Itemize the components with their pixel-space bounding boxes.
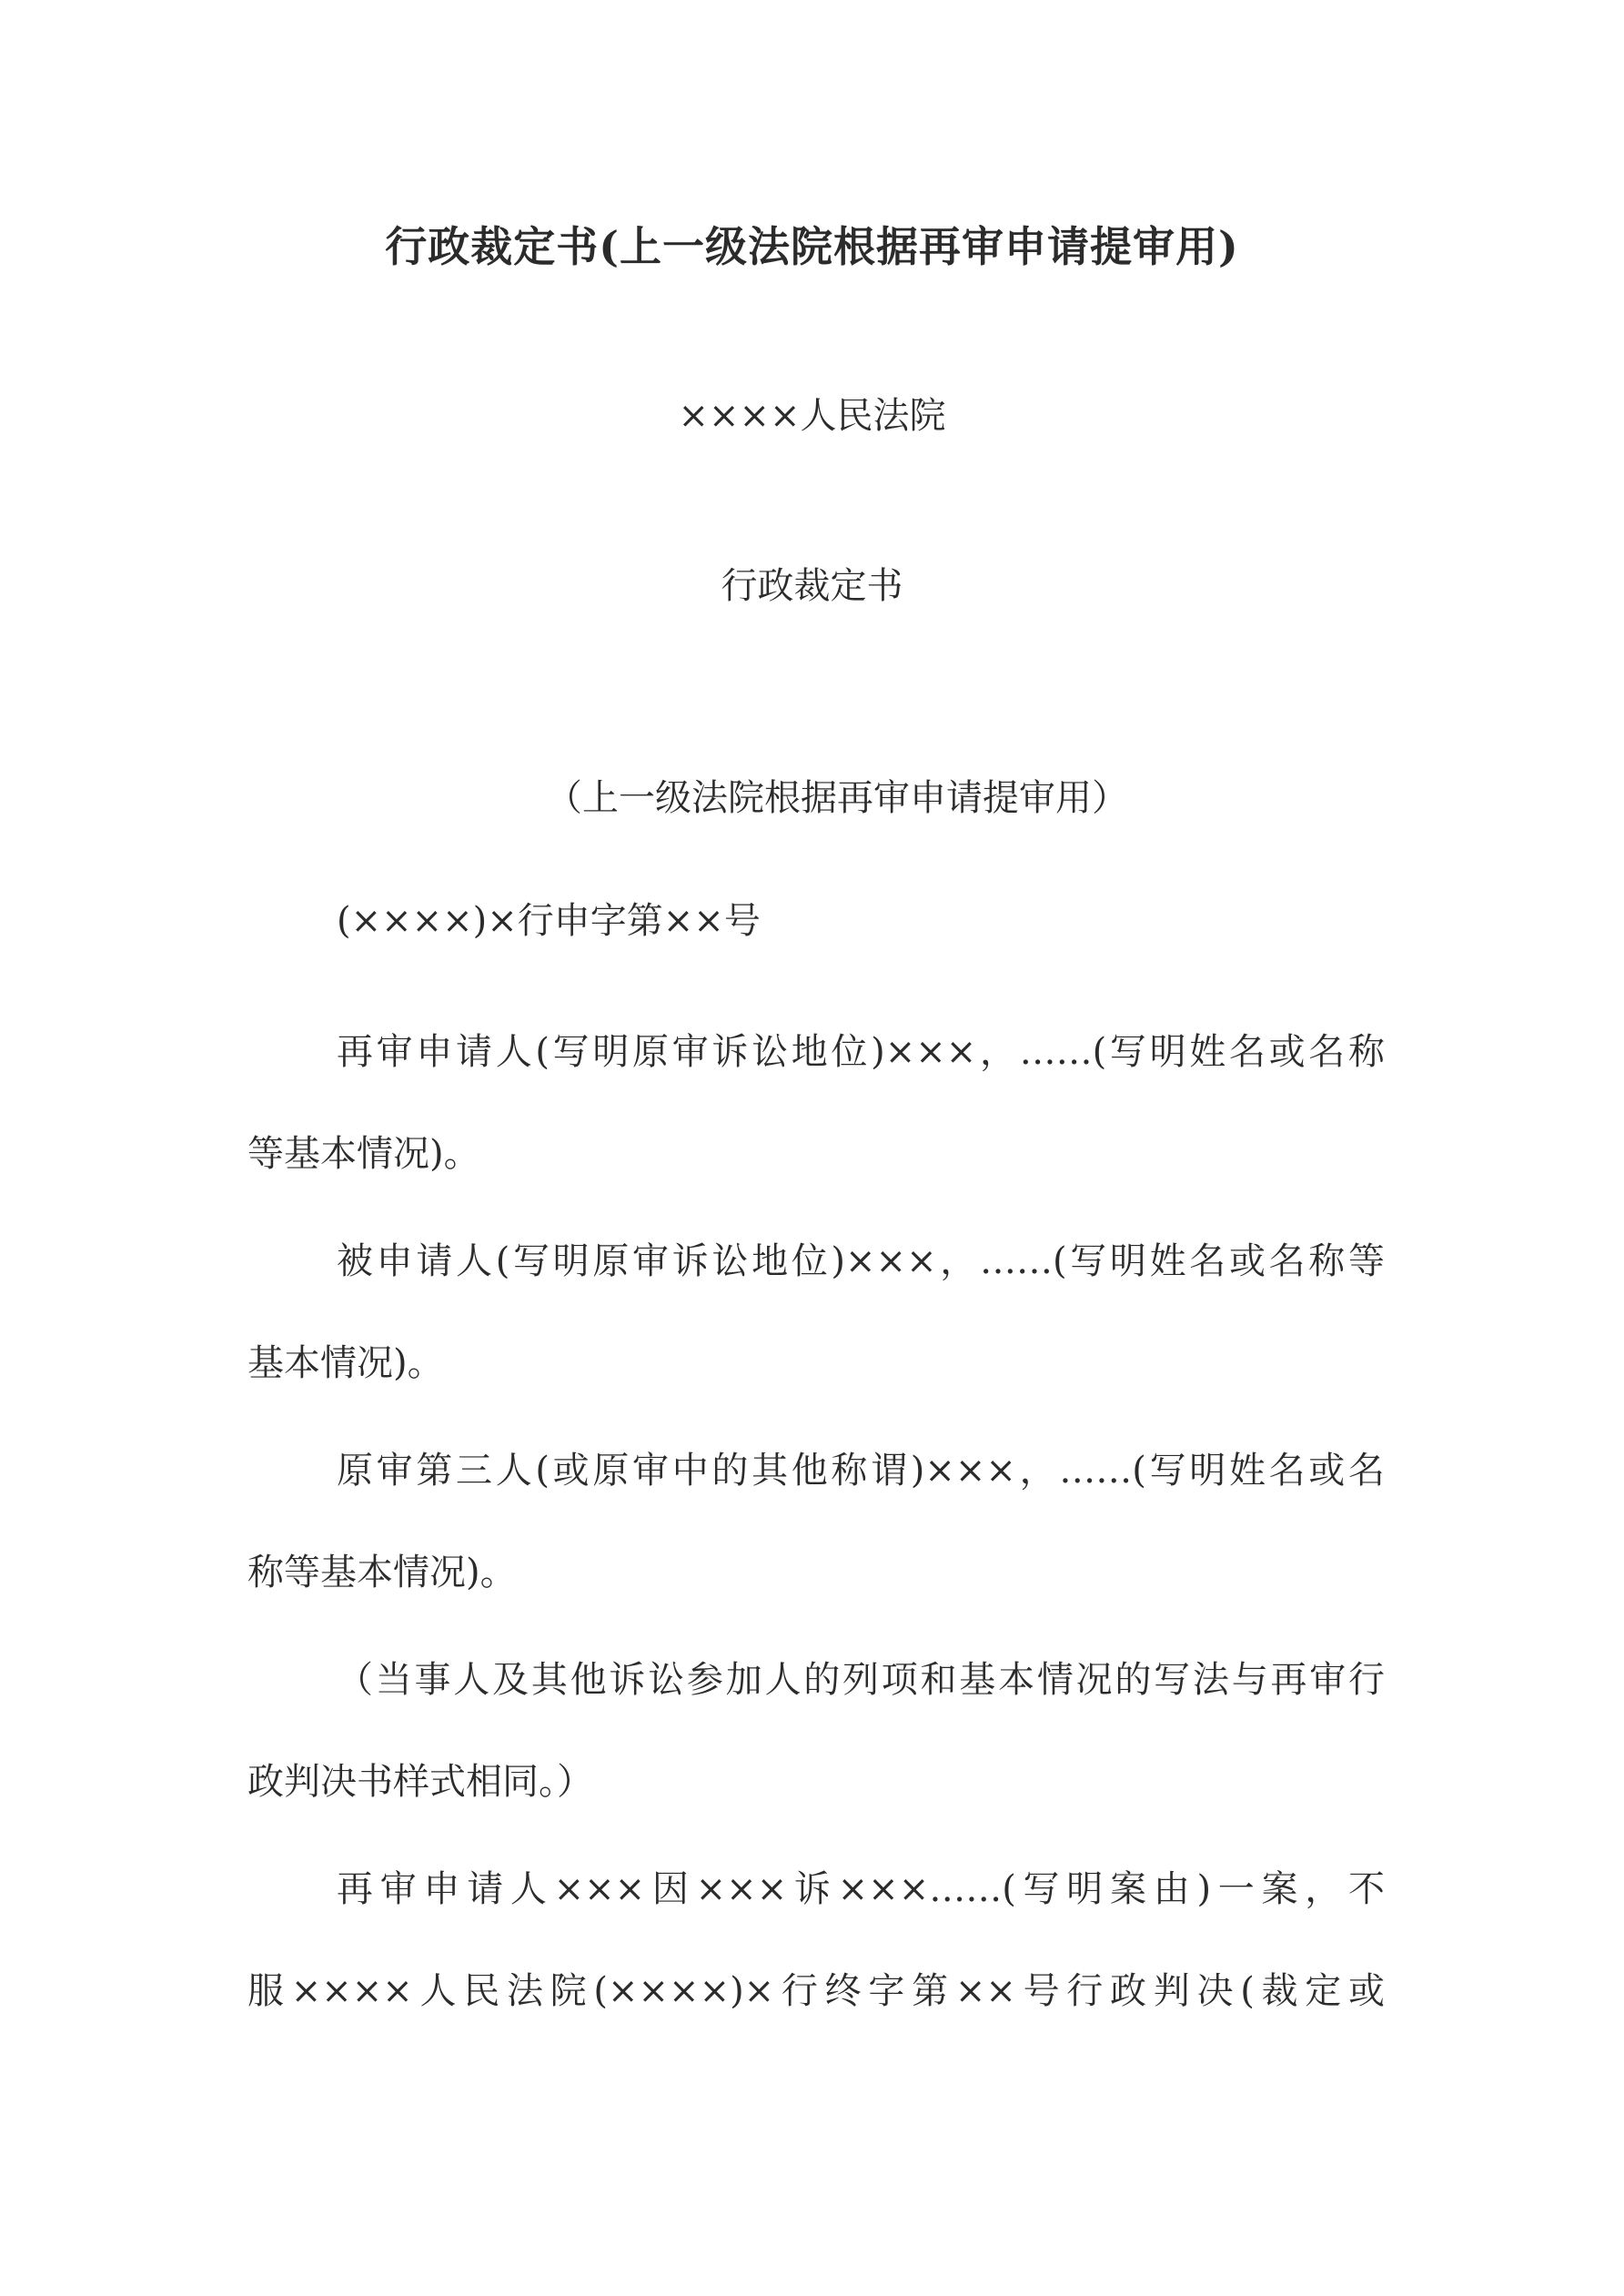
paragraph-line: 再审申请人×××因×××诉×××……(写明案由)一案，不 [337,1868,1385,1910]
paragraph-applicant [247,1001,1385,1205]
document-type: 行政裁定书 [721,565,903,607]
paragraph-respondent [247,1210,1385,1414]
paragraph-third-party [247,1420,1385,1623]
paragraph-participants-note [247,1629,1385,1833]
paragraph-line: 政判决书样式相同。） [247,1761,593,1803]
usage-note: （上一级法院根据再审申请提审用） [546,777,1128,819]
court-name: ××××人民法院 [678,395,946,437]
paragraph-line: 原审第三人(或原审中的其他称谓)×××，……(写明姓名或名 [337,1450,1385,1492]
paragraph-line: 再审申请人(写明原审诉讼地位)×××，……(写明姓名或名称 [337,1031,1385,1073]
document-title: 行政裁定书(上一级法院根据再审申请提审用) [385,222,1239,271]
paragraph-line: 被申请人(写明原审诉讼地位)×××，……(写明姓名或名称等 [337,1240,1385,1282]
paragraph-line: 基本情况)。 [247,1342,444,1384]
case-number: (××××)×行申字第××号 [337,900,761,942]
paragraph-line: 称等基本情况)。 [247,1552,517,1593]
paragraph-line: 服××××人民法院(××××)×行终字第××号行政判决(裁定或 [247,1970,1385,2012]
paragraph-line: 等基本情况)。 [247,1133,480,1175]
paragraph-case-background [247,1838,1385,2042]
paragraph-line: （当事人及其他诉讼参加人的列项和基本情况的写法与再审行 [337,1659,1385,1701]
